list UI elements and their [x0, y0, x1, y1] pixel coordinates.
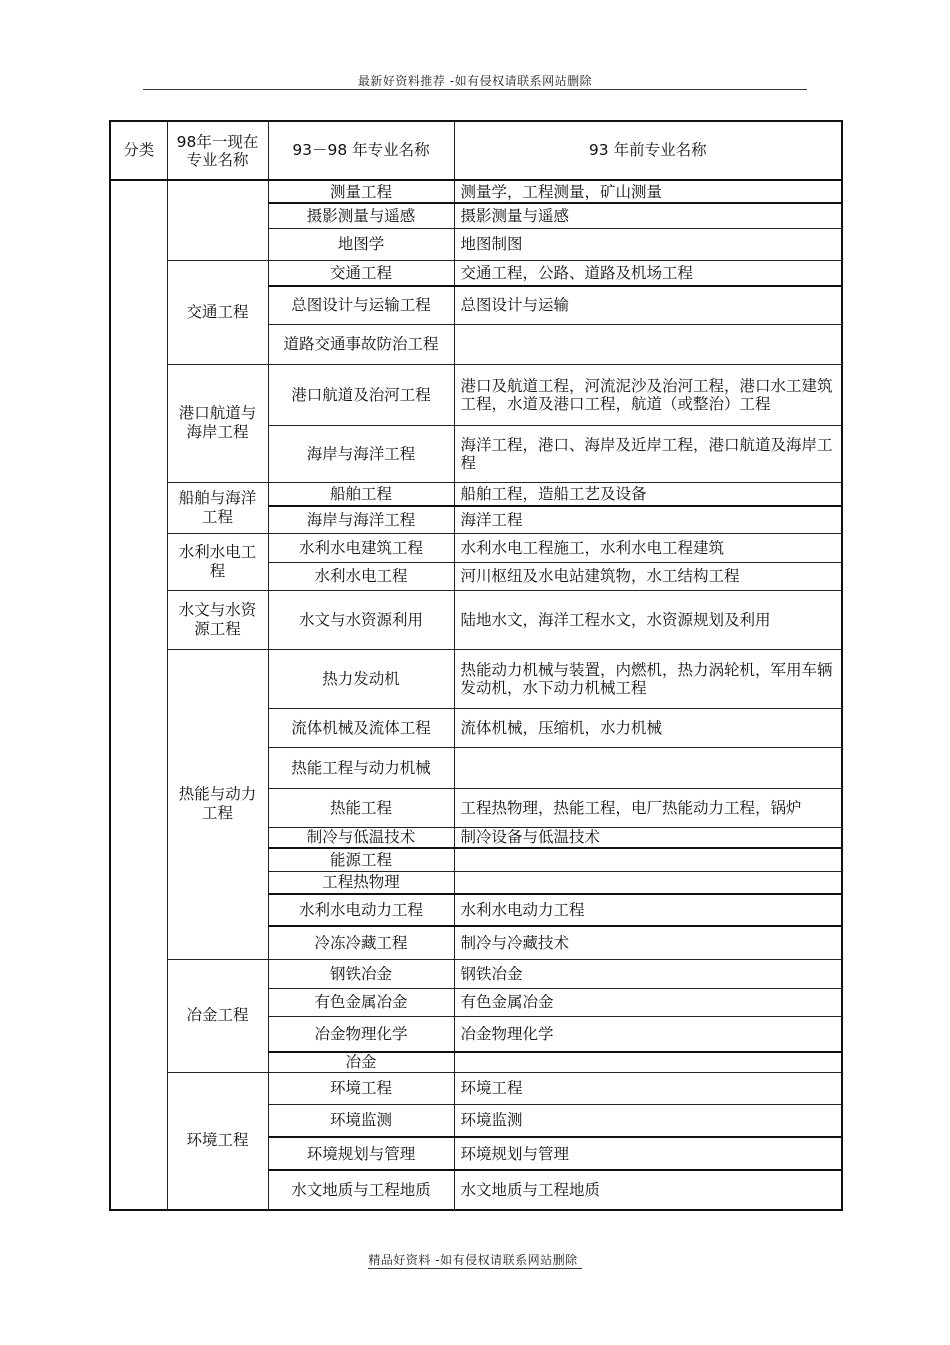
major-1993-1998-cell: 冶金 — [268, 1052, 454, 1072]
major-pre-1993-cell: 制冷与冷藏技术 — [454, 926, 842, 959]
major-pre-1993-cell: 环境监测 — [454, 1104, 842, 1137]
major-1993-1998-cell: 工程热物理 — [268, 871, 454, 894]
current-major-cell: 港口航道与海岸工程 — [167, 364, 268, 482]
table-row — [110, 180, 842, 203]
major-pre-1993-cell: 测量学，工程测量，矿山测量 — [454, 180, 842, 203]
major-name-table — [109, 120, 843, 1211]
major-pre-1993-cell: 制冷设备与低温技术 — [454, 827, 842, 848]
major-pre-1993-cell: 水文地质与工程地质 — [454, 1170, 842, 1210]
major-pre-1993-cell: 热能动力机械与装置，内燃机，热力涡轮机，军用车辆发动机，水下动力机械工程 — [454, 649, 842, 708]
major-1993-1998-cell: 港口航道及治河工程 — [268, 364, 454, 425]
major-pre-1993-cell — [454, 848, 842, 871]
major-pre-1993-cell — [454, 747, 842, 788]
major-pre-1993-cell: 冶金物理化学 — [454, 1016, 842, 1052]
table-row — [110, 260, 842, 286]
current-major-cell: 交通工程 — [167, 260, 268, 364]
major-1993-1998-cell: 水文地质与工程地质 — [268, 1170, 454, 1210]
major-pre-1993-cell: 海洋工程，港口、海岸及近岸工程，港口航道及海岸工程 — [454, 425, 842, 482]
current-major-cell: 水利水电工程 — [167, 533, 268, 590]
table-header-row — [110, 121, 842, 180]
header-current-name: 98年一现在专业名称 — [167, 121, 268, 180]
major-1993-1998-cell: 道路交通事故防治工程 — [268, 324, 454, 364]
major-1993-1998-cell: 冷冻冷藏工程 — [268, 926, 454, 959]
header-rule — [143, 89, 807, 90]
major-pre-1993-cell: 钢铁冶金 — [454, 959, 842, 988]
table-row — [110, 590, 842, 649]
major-1993-1998-cell: 总图设计与运输工程 — [268, 286, 454, 324]
major-1993-1998-cell: 测量工程 — [268, 180, 454, 203]
major-1993-1998-cell: 摄影测量与遥感 — [268, 203, 454, 228]
major-1993-1998-cell: 热能工程 — [268, 788, 454, 827]
major-pre-1993-cell: 水利水电工程施工，水利水电工程建筑 — [454, 533, 842, 562]
table-row — [110, 482, 842, 506]
major-pre-1993-cell: 交通工程，公路、道路及机场工程 — [454, 260, 842, 286]
footer-note-text: 精品好资料 -如有侵权请联系网站删除 — [368, 1253, 581, 1269]
major-pre-1993-cell: 流体机械，压缩机，水力机械 — [454, 708, 842, 747]
major-1993-1998-cell: 能源工程 — [268, 848, 454, 871]
major-1993-1998-cell: 流体机械及流体工程 — [268, 708, 454, 747]
major-pre-1993-cell: 港口及航道工程，河流泥沙及治河工程，港口水工建筑工程，水道及港口工程，航道（或整治）工程 — [454, 364, 842, 425]
major-1993-1998-cell: 船舶工程 — [268, 482, 454, 506]
major-1993-1998-cell: 海岸与海洋工程 — [268, 506, 454, 533]
current-major-cell: 船舶与海洋工程 — [167, 482, 268, 533]
major-pre-1993-cell: 地图制图 — [454, 228, 842, 260]
current-major-cell: 热能与动力工程 — [167, 649, 268, 959]
footer-note — [0, 1251, 950, 1268]
major-1993-1998-cell: 水利水电建筑工程 — [268, 533, 454, 562]
table-body — [110, 180, 842, 1210]
major-pre-1993-cell — [454, 1052, 842, 1072]
current-major-cell: 水文与水资源工程 — [167, 590, 268, 649]
major-1993-1998-cell: 交通工程 — [268, 260, 454, 286]
major-pre-1993-cell: 环境规划与管理 — [454, 1137, 842, 1170]
major-1993-1998-cell: 环境规划与管理 — [268, 1137, 454, 1170]
table-row — [110, 959, 842, 988]
major-1993-1998-cell: 热能工程与动力机械 — [268, 747, 454, 788]
major-1993-1998-cell: 环境工程 — [268, 1072, 454, 1104]
category-cell — [110, 180, 167, 1210]
major-pre-1993-cell: 摄影测量与遥感 — [454, 203, 842, 228]
major-1993-1998-cell: 环境监测 — [268, 1104, 454, 1137]
table-row — [110, 364, 842, 425]
header-note: 最新好资料推荐 -如有侵权请联系网站删除 — [357, 74, 593, 88]
major-pre-1993-cell — [454, 324, 842, 364]
major-pre-1993-cell: 河川枢纽及水电站建筑物，水工结构工程 — [454, 562, 842, 590]
major-1993-1998-cell: 海岸与海洋工程 — [268, 425, 454, 482]
current-major-cell — [167, 180, 268, 260]
header-pre-1993-name: 93 年前专业名称 — [454, 121, 842, 180]
major-1993-1998-cell: 水利水电工程 — [268, 562, 454, 590]
current-major-cell: 环境工程 — [167, 1072, 268, 1210]
major-pre-1993-cell — [454, 871, 842, 894]
major-pre-1993-cell: 海洋工程 — [454, 506, 842, 533]
major-1993-1998-cell: 热力发动机 — [268, 649, 454, 708]
major-1993-1998-cell: 冶金物理化学 — [268, 1016, 454, 1052]
header-category: 分类 — [110, 121, 167, 180]
major-1993-1998-cell: 钢铁冶金 — [268, 959, 454, 988]
major-pre-1993-cell: 工程热物理，热能工程，电厂热能动力工程，锅炉 — [454, 788, 842, 827]
major-1993-1998-cell: 有色金属冶金 — [268, 988, 454, 1016]
major-pre-1993-cell: 总图设计与运输 — [454, 286, 842, 324]
major-pre-1993-cell: 水利水电动力工程 — [454, 894, 842, 926]
major-1993-1998-cell: 水利水电动力工程 — [268, 894, 454, 926]
header-1993-1998-name: 93－98 年专业名称 — [268, 121, 454, 180]
major-1993-1998-cell: 地图学 — [268, 228, 454, 260]
table-row — [110, 533, 842, 562]
table-row — [110, 1072, 842, 1104]
major-pre-1993-cell: 有色金属冶金 — [454, 988, 842, 1016]
major-1993-1998-cell: 水文与水资源利用 — [268, 590, 454, 649]
major-pre-1993-cell: 陆地水文，海洋工程水文，水资源规划及利用 — [454, 590, 842, 649]
major-pre-1993-cell: 船舶工程，造船工艺及设备 — [454, 482, 842, 506]
current-major-cell: 冶金工程 — [167, 959, 268, 1072]
major-1993-1998-cell: 制冷与低温技术 — [268, 827, 454, 848]
major-pre-1993-cell: 环境工程 — [454, 1072, 842, 1104]
table-row — [110, 649, 842, 708]
